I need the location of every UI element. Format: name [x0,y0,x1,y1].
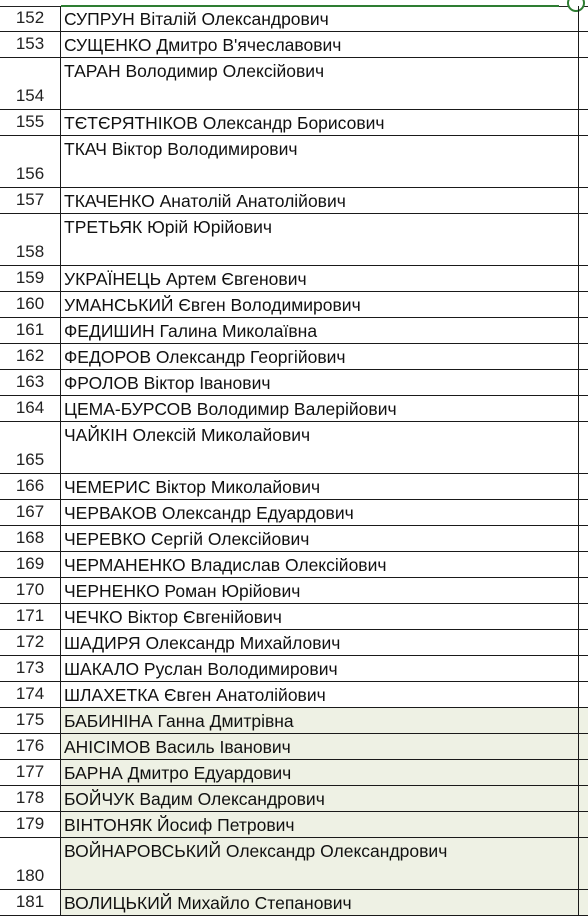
next-column-cell[interactable] [579,890,588,915]
row-number[interactable]: 169 [0,552,61,577]
next-column-cell[interactable] [579,396,588,421]
table-row[interactable] [0,370,588,396]
row-number[interactable]: 165 [0,422,61,473]
row-number[interactable]: 166 [0,474,61,499]
row-number[interactable]: 155 [0,110,61,135]
name-cell[interactable]: СУЩЕНКО Дмитро В'ячеславович [61,32,579,57]
row-number[interactable]: 157 [0,188,61,213]
next-column-cell[interactable] [579,552,588,577]
next-column-cell[interactable] [579,604,588,629]
table-row[interactable] [0,58,588,110]
table-row[interactable] [0,344,588,370]
name-cell[interactable]: ЧЕМЕРИС Віктор Миколайович [61,474,579,499]
row-number[interactable]: 152 [0,6,61,31]
row-number[interactable]: 175 [0,708,61,733]
table-row[interactable] [0,760,588,786]
name-cell[interactable]: ЧАЙКІН Олексій Миколайович [61,422,579,473]
name-cell[interactable]: ФРОЛОВ Віктор Іванович [61,370,579,395]
table-row[interactable] [0,682,588,708]
table-row[interactable] [0,474,588,500]
next-column-cell[interactable] [579,474,588,499]
row-number[interactable]: 159 [0,266,61,291]
next-column-cell[interactable] [579,32,588,57]
next-column-cell[interactable] [579,110,588,135]
row-number[interactable]: 167 [0,500,61,525]
table-row[interactable] [0,214,588,266]
table-row[interactable] [0,136,588,188]
next-column-cell[interactable] [579,188,588,213]
name-cell[interactable]: АНІСІМОВ Василь Іванович [61,734,579,759]
next-column-cell[interactable] [579,292,588,317]
name-cell[interactable]: ЧЕРЕВКО Сергій Олексійович [61,526,579,551]
next-column-cell[interactable] [579,578,588,603]
name-cell[interactable]: ТРЕТЬЯК Юрій Юрійович [61,214,579,265]
name-cell[interactable]: ФЕДИШИН Галина Миколаївна [61,318,579,343]
table-row[interactable] [0,6,588,32]
table-row[interactable] [0,838,588,890]
next-column-cell[interactable] [579,734,588,759]
row-number[interactable]: 154 [0,58,61,109]
table-row[interactable] [0,708,588,734]
next-column-cell[interactable] [579,344,588,369]
row-number[interactable]: 161 [0,318,61,343]
next-column-cell[interactable] [579,214,588,265]
table-row[interactable] [0,188,588,214]
next-column-cell[interactable] [579,422,588,473]
name-cell[interactable]: ФЕДОРОВ Олександр Георгійович [61,344,579,369]
row-number[interactable]: 164 [0,396,61,421]
name-cell[interactable]: УМАНСЬКИЙ Євген Володимирович [61,292,579,317]
next-column-cell[interactable] [579,656,588,681]
name-cell[interactable]: ЧЕРМАНЕНКО Владислав Олексійович [61,552,579,577]
next-column-cell[interactable] [579,6,588,31]
next-column-cell[interactable] [579,630,588,655]
next-column-cell[interactable] [579,838,588,889]
name-cell[interactable]: ШЛАХЕТКА Євген Анатолійович [61,682,579,707]
row-number[interactable]: 162 [0,344,61,369]
table-row[interactable] [0,318,588,344]
next-column-cell[interactable] [579,760,588,785]
next-column-cell[interactable] [579,318,588,343]
next-column-cell[interactable] [579,500,588,525]
row-number[interactable]: 173 [0,656,61,681]
rows-container [0,6,588,916]
row-number[interactable]: 172 [0,630,61,655]
table-row[interactable] [0,266,588,292]
table-row[interactable] [0,422,588,474]
next-column-cell[interactable] [579,370,588,395]
next-column-cell[interactable] [579,812,588,837]
table-row[interactable] [0,500,588,526]
next-column-cell[interactable] [579,708,588,733]
table-row[interactable] [0,604,588,630]
row-number[interactable]: 174 [0,682,61,707]
table-row[interactable] [0,32,588,58]
table-row[interactable] [0,526,588,552]
name-cell[interactable]: УКРАЇНЕЦЬ Артем Євгенович [61,266,579,291]
name-cell[interactable]: БАРНА Дмитро Едуардович [61,760,579,785]
row-number[interactable]: 171 [0,604,61,629]
name-cell[interactable]: ЦЕМА-БУРСОВ Володимир Валерійович [61,396,579,421]
name-cell[interactable]: ШАКАЛО Руслан Володимирович [61,656,579,681]
row-number[interactable]: 160 [0,292,61,317]
next-column-cell[interactable] [579,682,588,707]
row-number[interactable]: 179 [0,812,61,837]
name-cell[interactable]: СУПРУН Віталій Олександрович [61,6,579,31]
next-column-cell[interactable] [579,786,588,811]
name-cell[interactable]: ТЄТЄРЯТНІКОВ Олександр Борисович [61,110,579,135]
row-number[interactable]: 168 [0,526,61,551]
next-column-cell[interactable] [579,58,588,109]
table-row[interactable] [0,734,588,760]
row-number[interactable]: 170 [0,578,61,603]
next-column-cell[interactable] [579,136,588,187]
table-row[interactable] [0,890,588,916]
name-cell[interactable]: БОЙЧУК Вадим Олександрович [61,786,579,811]
row-number[interactable]: 156 [0,136,61,187]
row-number[interactable]: 181 [0,890,61,915]
row-number[interactable]: 158 [0,214,61,265]
table-row[interactable] [0,578,588,604]
name-cell[interactable]: ЧЕЧКО Віктор Євгенійович [61,604,579,629]
table-row[interactable] [0,396,588,422]
name-cell[interactable]: БАБИНІНА Ганна Дмитрівна [61,708,579,733]
name-cell[interactable]: ВОЛИЦЬКИЙ Михайло Степанович [61,890,579,915]
table-row[interactable] [0,656,588,682]
table-row[interactable] [0,110,588,136]
table-row[interactable] [0,630,588,656]
table-row[interactable] [0,812,588,838]
row-number[interactable]: 180 [0,838,61,889]
row-number[interactable]: 153 [0,32,61,57]
row-number[interactable]: 163 [0,370,61,395]
table-row[interactable] [0,292,588,318]
name-cell[interactable]: ТКАЧ Віктор Володимирович [61,136,579,187]
name-cell[interactable]: ТАРАН Володимир Олексійович [61,58,579,109]
row-number[interactable]: 178 [0,786,61,811]
name-cell[interactable]: ВОЙНАРОВСЬКИЙ Олександр Олександрович [61,838,579,889]
name-cell[interactable]: ВІНТОНЯК Йосиф Петрович [61,812,579,837]
row-number[interactable]: 176 [0,734,61,759]
name-cell[interactable]: ЧЕРНЕНКО Роман Юрійович [61,578,579,603]
name-cell[interactable]: ЧЕРВАКОВ Олександр Едуардович [61,500,579,525]
next-column-cell[interactable] [579,526,588,551]
next-column-cell[interactable] [579,266,588,291]
name-cell[interactable]: ШАДИРЯ Олександр Михайлович [61,630,579,655]
table-row[interactable] [0,786,588,812]
name-cell[interactable]: ТКАЧЕНКО Анатолій Анатолійович [61,188,579,213]
table-row[interactable] [0,552,588,578]
row-number[interactable]: 177 [0,760,61,785]
